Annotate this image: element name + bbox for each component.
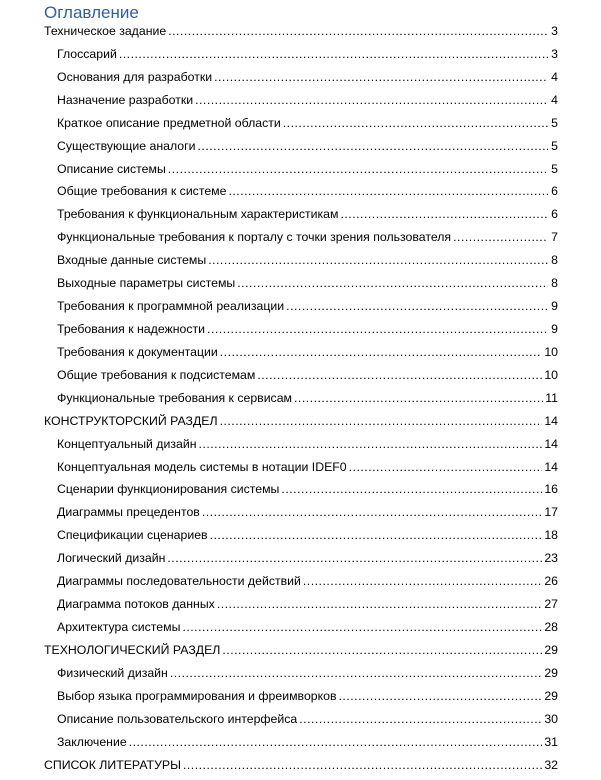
toc-entry[interactable] <box>0 391 601 414</box>
toc-entry-page-number: 8 <box>550 253 558 267</box>
toc-entry-page-number: 3 <box>550 24 558 38</box>
toc-entry[interactable] <box>0 276 601 299</box>
toc-entry-label: Концептуальная модель системы в нотации IDEF0 <box>57 460 347 474</box>
toc-entry[interactable] <box>0 24 601 47</box>
dot-leader <box>281 482 542 496</box>
toc-entry-label: Существующие аналоги <box>57 139 195 153</box>
toc-entry[interactable] <box>0 620 601 643</box>
toc-entry[interactable] <box>0 207 601 230</box>
toc-entry-page-number: 14 <box>544 414 558 428</box>
toc-entry-page-number: 26 <box>544 574 558 588</box>
toc-entry-label: Назначение разработки <box>57 93 193 107</box>
toc-entry-page-number: 5 <box>550 162 558 176</box>
toc-entry-label: Общие требования к подсистемам <box>57 368 255 382</box>
toc-entry-page-number: 17 <box>544 505 558 519</box>
dot-leader <box>303 574 542 588</box>
toc-entry-label: Требования к функциональным характеристикам <box>57 207 338 221</box>
toc-entry-page-number: 10 <box>544 368 558 382</box>
dot-leader <box>214 70 548 84</box>
toc-entry-page-number: 7 <box>550 230 558 244</box>
toc-entry-page-number: 29 <box>544 666 558 680</box>
dot-leader <box>220 345 543 359</box>
toc-entry-label: Физический дизайн <box>57 666 168 680</box>
dot-leader <box>168 162 548 176</box>
toc-entry[interactable] <box>0 299 601 322</box>
toc-entry-label: Диаграммы последовательности действий <box>57 574 301 588</box>
dot-leader <box>294 391 543 405</box>
toc-entry[interactable] <box>0 230 601 253</box>
toc-entry-page-number: 29 <box>544 643 558 657</box>
toc-entry-page-number: 8 <box>550 276 558 290</box>
dot-leader <box>208 253 548 267</box>
toc-entry[interactable] <box>0 758 601 780</box>
dot-leader <box>129 735 543 749</box>
toc-entry-label: Глоссарий <box>57 47 117 61</box>
dot-leader <box>349 460 543 474</box>
toc-entry[interactable] <box>0 47 601 70</box>
toc-entry-page-number: 14 <box>544 437 558 451</box>
toc-entry[interactable] <box>0 643 601 666</box>
toc-entry-page-number: 6 <box>550 184 558 198</box>
toc-entry-label: ТЕХНОЛОГИЧЕСКИЙ РАЗДЕЛ <box>44 643 220 657</box>
toc-entry-label: Требования к программной реализации <box>57 299 284 313</box>
toc-entry-label: Заключение <box>57 735 127 749</box>
dot-leader <box>286 299 548 313</box>
toc-title: Оглавление <box>44 3 139 23</box>
toc-entry-page-number: 4 <box>550 93 558 107</box>
dot-leader <box>237 276 548 290</box>
toc-entry-page-number: 31 <box>544 735 558 749</box>
dot-leader <box>283 116 548 130</box>
toc-entry[interactable] <box>0 253 601 276</box>
toc-entry-label: Концептуальный дизайн <box>57 437 197 451</box>
dot-leader <box>197 139 548 153</box>
toc-entry-page-number: 6 <box>550 207 558 221</box>
toc-entry-page-number: 11 <box>545 391 558 405</box>
dot-leader <box>167 551 542 565</box>
toc-entry[interactable] <box>0 322 601 345</box>
dot-leader <box>199 437 543 451</box>
toc-entry-page-number: 30 <box>544 712 558 726</box>
toc-entry-label: Основания для разработки <box>57 70 212 84</box>
toc-entry-label: Выбор языка программирования и фреимворков <box>57 689 337 703</box>
toc-entry[interactable] <box>0 414 601 437</box>
toc-entry-label: Диаграмма потоков данных <box>57 597 215 611</box>
toc-entry-page-number: 5 <box>550 116 558 130</box>
dot-leader <box>168 24 548 38</box>
toc-entry-page-number: 29 <box>544 689 558 703</box>
dot-leader <box>217 597 543 611</box>
dot-leader <box>339 689 543 703</box>
dot-leader <box>119 47 548 61</box>
toc-entry-page-number: 28 <box>544 620 558 634</box>
toc-entry-label: Краткое описание предметной области <box>57 116 281 130</box>
dot-leader <box>195 93 548 107</box>
toc-entry[interactable] <box>0 368 601 391</box>
toc-entry-page-number: 32 <box>544 758 558 772</box>
toc-entry-label: Функциональные требования к сервисам <box>57 391 292 405</box>
toc-entry[interactable] <box>0 184 601 207</box>
toc-entry[interactable] <box>0 482 601 505</box>
dot-leader <box>170 666 542 680</box>
toc-entry-page-number: 23 <box>544 551 558 565</box>
toc-entry-page-number: 5 <box>550 139 558 153</box>
toc-entry-label: Требования к документации <box>57 345 218 359</box>
toc-entry-label: Архитектура системы <box>57 620 180 634</box>
toc-entry[interactable] <box>0 116 601 139</box>
dot-leader <box>210 528 543 542</box>
toc-entry-page-number: 18 <box>544 528 558 542</box>
toc-entry[interactable] <box>0 162 601 185</box>
toc-entry-label: Общие требования к системе <box>57 184 226 198</box>
toc-entry[interactable] <box>0 460 601 483</box>
toc-entry-label: Логический дизайн <box>57 551 165 565</box>
toc-entry[interactable] <box>0 735 601 758</box>
toc-entry-label: Входные данные системы <box>57 253 206 267</box>
toc-entry[interactable] <box>0 345 601 368</box>
dot-leader <box>299 712 542 726</box>
toc-entry[interactable] <box>0 689 601 712</box>
dot-leader <box>228 184 548 198</box>
toc-entry[interactable] <box>0 712 601 735</box>
toc-entry-label: Описание пользовательского интерфейса <box>57 712 297 726</box>
toc-entry-page-number: 9 <box>550 322 558 336</box>
toc-entry-page-number: 27 <box>544 597 558 611</box>
toc-entry-label: Описание системы <box>57 162 166 176</box>
toc-entry-label: Выходные параметры системы <box>57 276 235 290</box>
dot-leader <box>340 207 548 221</box>
toc-entry[interactable] <box>0 437 601 460</box>
toc-entry-label: Диаграммы прецедентов <box>57 505 200 519</box>
toc-entry[interactable] <box>0 505 601 528</box>
dot-leader <box>257 368 542 382</box>
dot-leader <box>207 322 548 336</box>
table-of-contents <box>0 24 601 780</box>
dot-leader <box>453 230 548 244</box>
toc-entry-label: Техническое задание <box>44 24 166 38</box>
toc-entry-page-number: 16 <box>544 482 558 496</box>
toc-entry-label: Спецификации сценариев <box>57 528 208 542</box>
toc-entry[interactable] <box>0 93 601 116</box>
toc-entry[interactable] <box>0 70 601 93</box>
dot-leader <box>183 758 542 772</box>
toc-entry-label: СПИСОК ЛИТЕРАТУРЫ <box>44 758 181 772</box>
toc-entry-label: КОНСТРУКТОРСКИЙ РАЗДЕЛ <box>44 414 218 428</box>
dot-leader <box>182 620 542 634</box>
toc-entry[interactable] <box>0 666 601 689</box>
toc-entry-page-number: 14 <box>544 460 558 474</box>
toc-entry-label: Сценарии функционирования системы <box>57 482 279 496</box>
dot-leader <box>222 643 542 657</box>
toc-entry[interactable] <box>0 139 601 162</box>
dot-leader <box>220 414 543 428</box>
toc-entry[interactable] <box>0 574 601 597</box>
toc-entry[interactable] <box>0 528 601 551</box>
toc-entry-page-number: 4 <box>550 70 558 84</box>
toc-entry[interactable] <box>0 551 601 574</box>
toc-entry-page-number: 3 <box>550 47 558 61</box>
toc-entry-label: Функциональные требования к порталу с точки зрения пользователя <box>57 230 451 244</box>
toc-entry-page-number: 9 <box>550 299 558 313</box>
toc-entry[interactable] <box>0 597 601 620</box>
toc-entry-page-number: 10 <box>544 345 558 359</box>
toc-entry-label: Требования к надежности <box>57 322 205 336</box>
dot-leader <box>202 505 542 519</box>
